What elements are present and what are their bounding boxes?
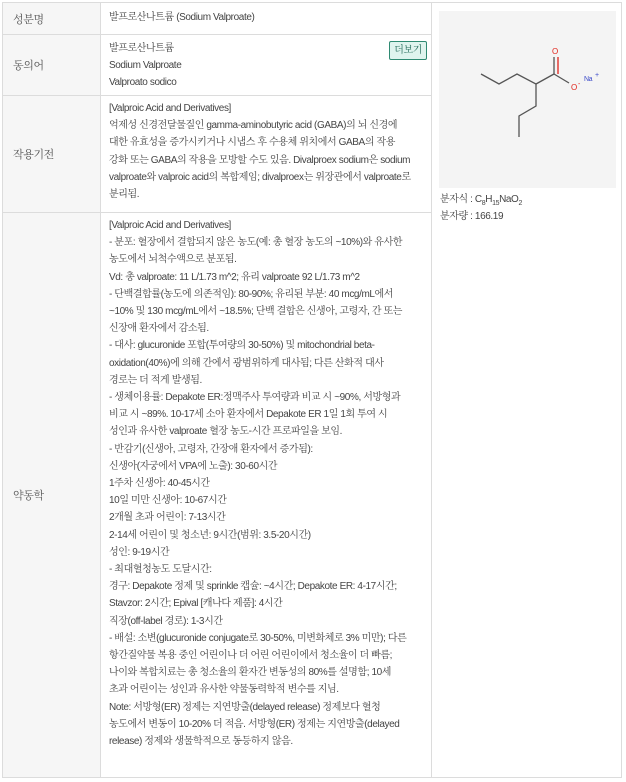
synonym-item: Valproato sodico [109, 77, 177, 89]
text-line: 경구: Depakote 정제 및 sprinkle 캡슐: ~4시간; Depakote ER: 4-17시간; [109, 581, 397, 593]
structure-diagram [439, 11, 616, 188]
text-line: [Valproic Acid and Derivatives] [109, 103, 231, 114]
text-line: 2개월 초과 어린이: 7-13시간 [109, 512, 226, 524]
ingredient-name-text: 발프로산나트륨 (Sodium Valproate) [109, 12, 255, 23]
text-line: 분리됨. [109, 189, 140, 201]
text-line: Stavzor: 2시간; Epival [캐나다 제품]: 4시간 [109, 598, 283, 610]
text-line: release) 정제와 생물학적으로 동등하지 않음. [109, 736, 293, 748]
text-line: 2-14세 어린이 및 청소년: 9시간(범위: 3.5-20시간) [109, 529, 311, 541]
text-line: 경로는 더 적게 발생됨. [109, 374, 202, 386]
formula-o-count: 2 [518, 200, 522, 207]
atom-o-double: O [552, 47, 558, 56]
structure-panel [431, 3, 621, 777]
text-line: - 생체이용률: Depakote ER:정맥주사 투여량과 비교 시 ~90%, 서방형과 [109, 392, 401, 404]
text-line: - 단백결합률(농도에 의존적임): 80-90%; 유리된 부분: 40 mcg/mL에서 [109, 288, 394, 300]
row-synonyms [3, 35, 431, 96]
formula-c: C [474, 194, 482, 205]
row-pharmacokinetics [3, 213, 431, 777]
synonym-item: 발프로산나트륨 [109, 43, 174, 54]
mechanism-text [109, 100, 425, 203]
molecular-formula [440, 190, 522, 207]
text-line: Vd: 총 valproate: 11 L/1.73 m^2; 유리 valproate 92 L/1.73 m^2 [109, 271, 360, 283]
formula-h: H [485, 194, 493, 205]
mass-value: 166.19 [474, 211, 504, 222]
text-line: 항간질약물 복용 중인 어린이나 더 어린 어린이에서 청소율이 더 빠름; [109, 650, 393, 662]
more-button[interactable]: 더보기 [389, 41, 427, 60]
text-line: 강화 또는 GABA의 작용을 모방할 수도 있음. Divalproex sodium은 sodium [109, 154, 411, 166]
charge-plus: + [595, 72, 599, 79]
mass-label: 분자량 : [440, 211, 475, 222]
synonym-item: Sodium Valproate [109, 60, 182, 72]
text-line: 성인: 9-19시간 [109, 546, 170, 558]
atom-o-minus: O [571, 83, 577, 92]
label-ingredient-name: 성분명 [3, 3, 101, 34]
label-pharmacokinetics: 약동학 [3, 213, 101, 777]
text-line: ~10% 및 130 mcg/mL에서 ~18.5%; 단백 결합은 신생아, 고령자, 간 또는 [109, 306, 403, 318]
text-line: - 반감기(신생아, 고령자, 간장애 환자에서 증가됨): [109, 443, 313, 455]
drug-info-table [2, 2, 622, 778]
text-line: 신생아(자궁에서 VPA에 노출): 30-60시간 [109, 460, 278, 472]
text-line: 억제성 신경전달물질인 gamma-aminobutyric acid (GABA)의 뇌 신경에 [109, 120, 398, 132]
text-line: 농도에서 변동이 10-20% 더 적음. 서방형(ER) 정제는 지연방출(delayed [109, 718, 400, 730]
label-synonyms: 동의어 [3, 35, 101, 95]
text-line: 대한 유효성을 증가시키거나 시냅스 후 수용체 위치에서 GABA의 작용 [109, 137, 395, 149]
text-line: - 분포: 혈장에서 결합되지 않은 농도(예: 총 혈장 농도의 ~10%)와 유사한 [109, 237, 403, 249]
text-line: 나이와 복합치료는 총 청소율의 환자간 변동성의 80%를 설명함; 10세 [109, 667, 392, 679]
label-mechanism: 작용기전 [3, 96, 101, 212]
ingredient-name-value [109, 9, 425, 26]
structure-image [439, 11, 616, 188]
text-line: [Valproic Acid and Derivatives] [109, 220, 231, 231]
text-line: - 배설: 소변(glucuronide conjugate로 30-50%, 미변화체로 3% 미만); 다른 [109, 632, 407, 644]
text-line: 직장(off-label 경로): 1-3시간 [109, 615, 223, 627]
text-line: 신장애 환자에서 감소됨. [109, 323, 209, 335]
text-line: valproate와 valproic acid의 복합제임; divalproex는 위장관에서 valproate로 [109, 171, 411, 183]
formula-h-count: 15 [492, 200, 500, 207]
charge-minus: - [578, 81, 580, 88]
text-line: 농도에서 뇌척수액으로 분포됨. [109, 254, 237, 266]
molecular-weight [440, 207, 503, 222]
text-line: - 최대혈청농도 도달시간: [109, 564, 212, 576]
text-line: 10일 미만 신생아: 10-67시간 [109, 495, 227, 507]
text-line: 초과 어린이는 성인과 유사한 약물동력학적 변수를 지님. [109, 684, 339, 696]
formula-c-count: 8 [481, 200, 486, 207]
pharmacokinetics-text [109, 217, 425, 750]
text-line: 비교 시 ~89%. 10-17세 소아 환자에서 Depakote ER 1일 1회 투여 시 [109, 409, 388, 421]
row-mechanism [3, 96, 431, 213]
ion-na: Na [584, 76, 593, 83]
formula-label: 분자식 : [440, 194, 475, 205]
text-line: 성인과 유사한 valproate 혈장 농도-시간 프로파일을 보임. [109, 426, 343, 438]
structure-bonds [481, 57, 569, 137]
formula-na-o: NaO [499, 194, 519, 205]
text-line: - 대사: glucuronide 포합(투여량의 30-50%) 및 mitochondrial beta- [109, 340, 375, 352]
text-line: Note: 서방형(ER) 정제는 지연방출(delayed release) 정제보다 혈청 [109, 701, 381, 713]
row-ingredient-name [3, 3, 431, 35]
text-line: oxidation(40%)에 의해 간에서 광범위하게 대사됨; 다른 산화적 대사 [109, 357, 384, 369]
synonym-list [109, 40, 425, 92]
text-line: 1주차 신생아: 40-45시간 [109, 478, 210, 490]
